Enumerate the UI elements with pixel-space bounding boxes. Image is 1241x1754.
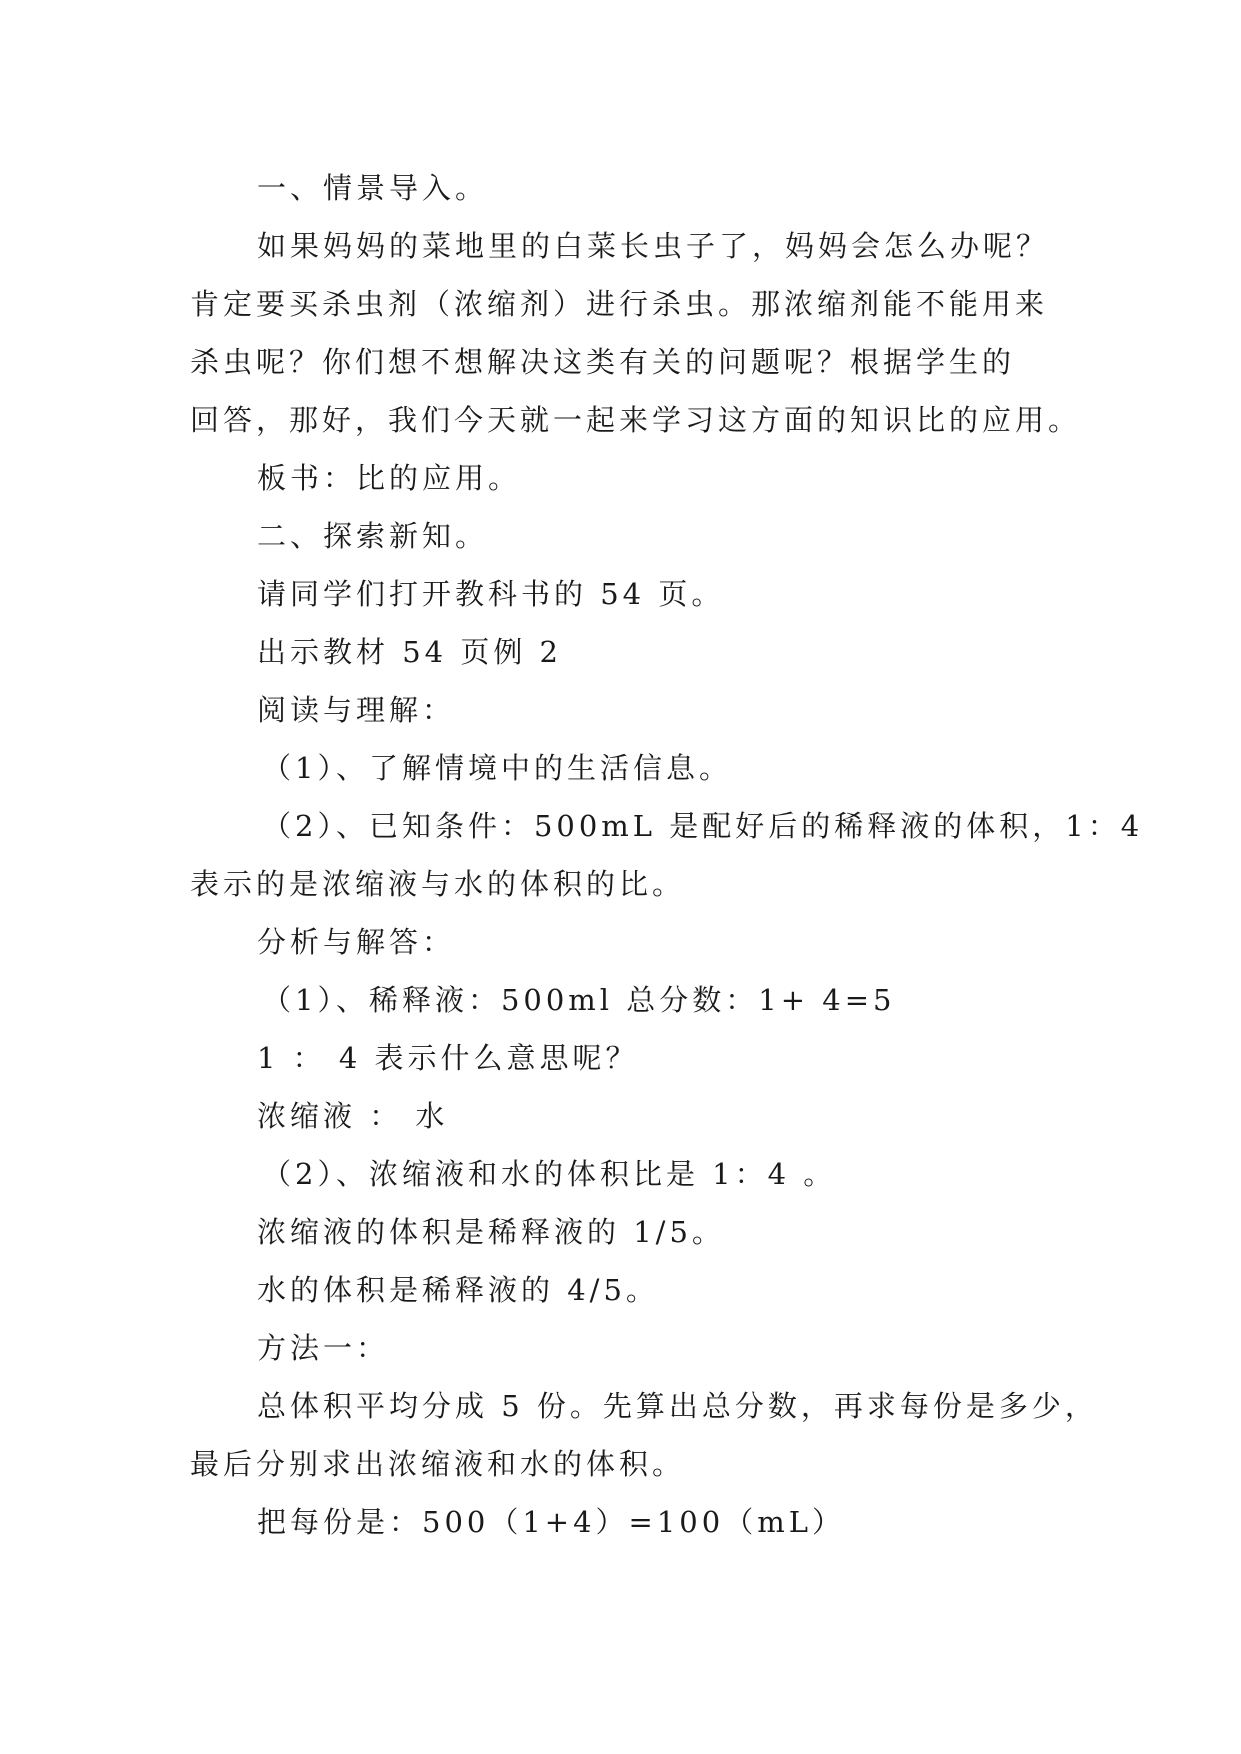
paragraph-line: 最后分别求出浓缩液和水的体积。 [190, 1447, 686, 1481]
paragraph-line: 总体积平均分成 5 份。先算出总分数，再求每份是多少， [257, 1389, 1098, 1423]
paragraph-line: 板书：比的应用。 [257, 461, 522, 495]
paragraph-line: 肯定要买杀虫剂（浓缩剂）进行杀虫。那浓缩剂能不能用来 [190, 287, 1049, 321]
list-item: （1）、稀释液：500ml 总分数：1+ 4=5 [262, 983, 896, 1017]
subheading: 方法一： [257, 1331, 390, 1365]
section-heading-2: 二、探索新知。 [257, 519, 489, 553]
paragraph-line: 请同学们打开教科书的 54 页。 [257, 577, 725, 611]
paragraph-line: 1 ： 4 表示什么意思呢？ [257, 1041, 639, 1075]
paragraph-line: 浓缩液 ： 水 [257, 1099, 449, 1133]
subheading: 阅读与理解： [257, 693, 456, 727]
paragraph-line: 水的体积是稀释液的 4/5。 [257, 1273, 659, 1307]
section-heading-1: 一、情景导入。 [257, 171, 489, 205]
paragraph-line: 杀虫呢？你们想不想解决这类有关的问题呢？根据学生的 [190, 345, 1016, 379]
subheading: 分析与解答： [257, 925, 456, 959]
paragraph-line: 浓缩液的体积是稀释液的 1/5。 [257, 1215, 725, 1249]
list-item: （1）、了解情境中的生活信息。 [262, 751, 732, 785]
list-item: （2）、已知条件：500mL 是配好后的稀释液的体积，1：4 [262, 809, 1144, 843]
paragraph-line: 出示教材 54 页例 2 [257, 635, 563, 669]
list-item: （2）、浓缩液和水的体积比是 1：4 。 [262, 1157, 837, 1191]
paragraph-line: 回答，那好，我们今天就一起来学习这方面的知识比的应用。 [190, 403, 1082, 437]
paragraph-line: 把每份是：500（1+4）=100（mL） [257, 1505, 845, 1539]
paragraph-line: 如果妈妈的菜地里的白菜长虫子了，妈妈会怎么办呢？ [257, 229, 1050, 263]
paragraph-line: 表示的是浓缩液与水的体积的比。 [190, 867, 686, 901]
